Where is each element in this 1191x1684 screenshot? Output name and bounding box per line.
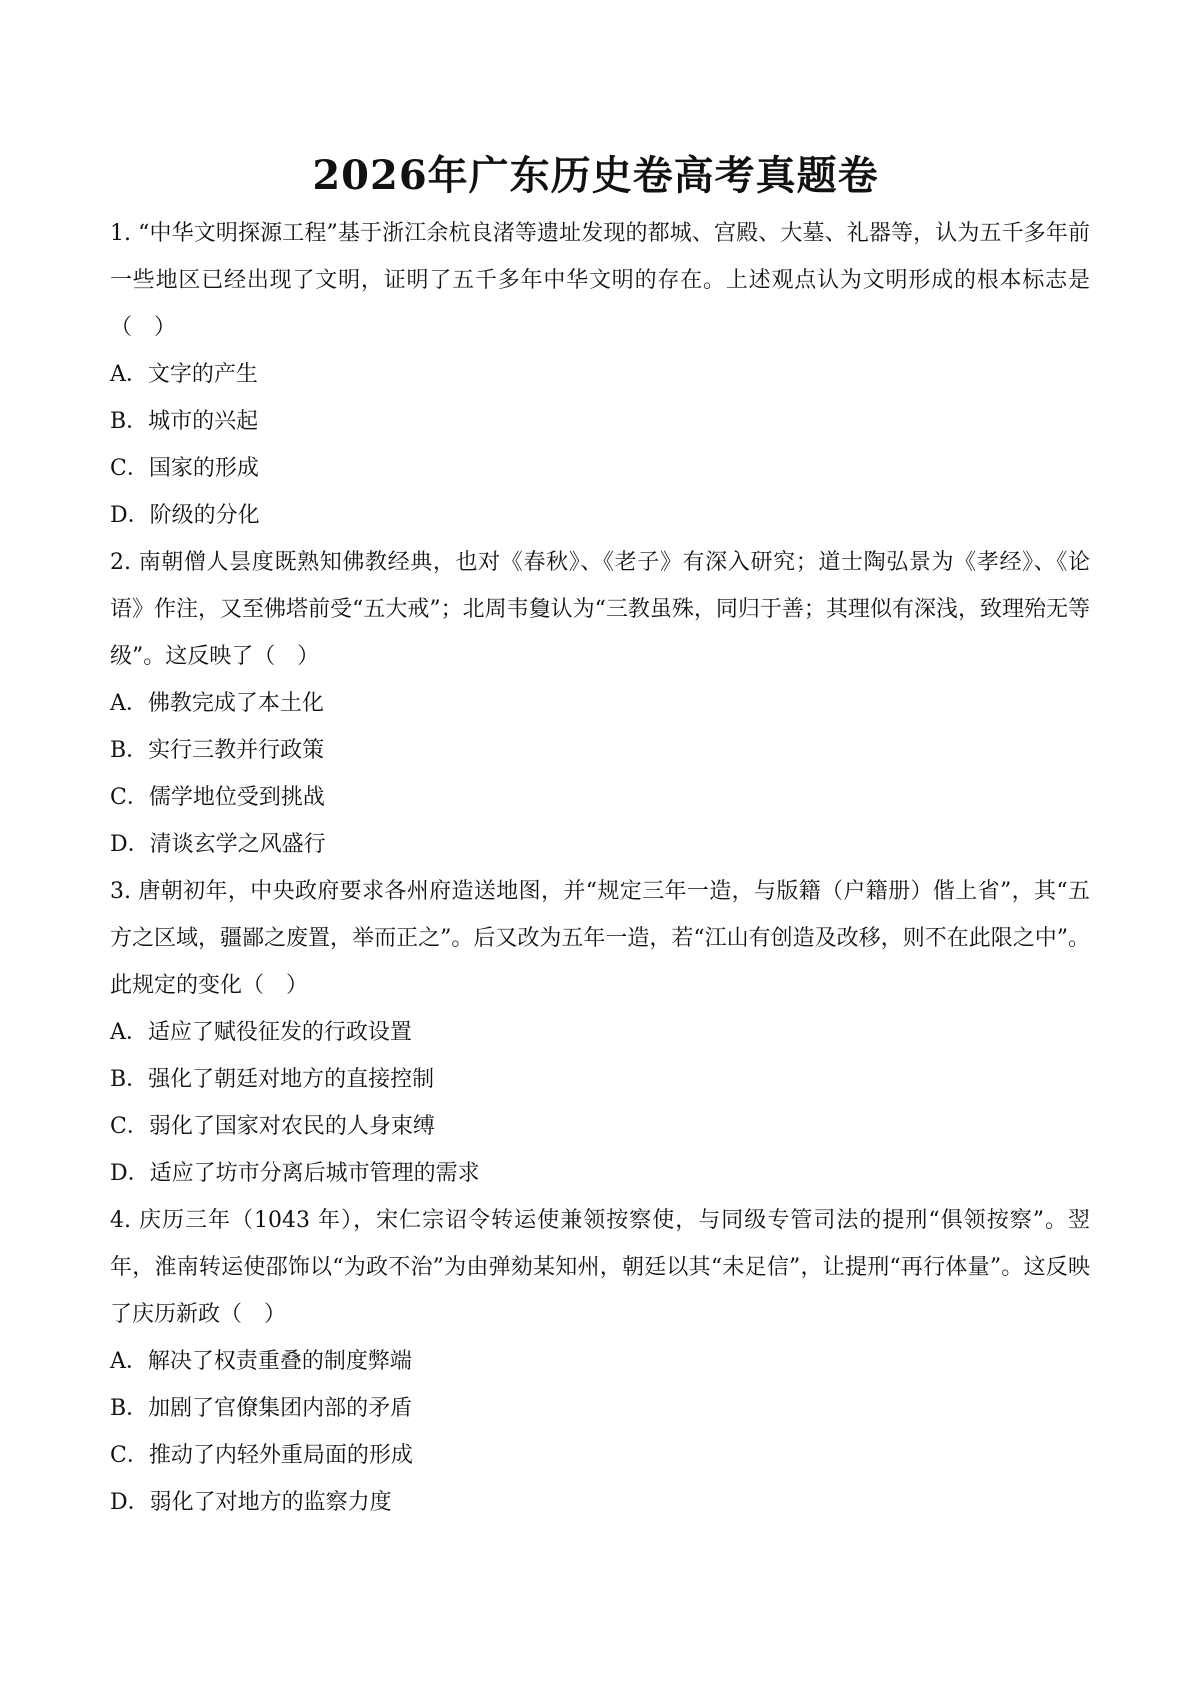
option-b: B．加剧了官僚集团内部的矛盾 <box>110 1396 413 1421</box>
option-d: D．弱化了对地方的监察力度 <box>110 1490 392 1515</box>
question-stem: 3. 唐朝初年，中央政府要求各州府造送地图，并“规定三年一造，与版籍（户籍册）偕上省”，其“五方之区域，疆鄙之废置，举而正之”。后又改为五年一造，若“江山有创造及改移，则不在此限之中”。此规定的变化（ ） <box>110 879 1090 998</box>
question-stem: 4. 庆历三年（1043 年），宋仁宗诏令转运使兼领按察使，与同级专管司法的提刑“俱领按察”。翌年，淮南转运使邵饰以“为政不治”为由弹劾某知州，朝廷以其“未足信”，让提刑“再行体量”。这反映了庆历新政（ ） <box>110 1208 1090 1327</box>
option-d: D．阶级的分化 <box>110 503 260 528</box>
option-b: B．实行三教并行政策 <box>110 738 325 763</box>
option-c: C．国家的形成 <box>110 456 259 481</box>
option-a: A．佛教完成了本土化 <box>110 691 324 716</box>
option-c: C．推动了内轻外重局面的形成 <box>110 1443 413 1468</box>
option-b: B．城市的兴起 <box>110 409 259 434</box>
question-1 <box>110 210 1090 539</box>
question-4 <box>110 1197 1090 1526</box>
option-c: C．弱化了国家对农民的人身束缚 <box>110 1114 435 1139</box>
question-2 <box>110 539 1090 868</box>
option-a: A．适应了赋役征发的行政设置 <box>110 1020 412 1045</box>
option-d: D．适应了坊市分离后城市管理的需求 <box>110 1161 480 1186</box>
option-b: B．强化了朝廷对地方的直接控制 <box>110 1067 435 1092</box>
page-title: 2026年广东历史卷高考真题卷 <box>312 152 879 199</box>
option-d: D．清谈玄学之风盛行 <box>110 832 326 857</box>
question-3 <box>110 868 1090 1197</box>
question-list <box>110 210 1090 1526</box>
question-stem: 2. 南朝僧人昙度既熟知佛教经典，也对《春秋》、《老子》有深入研究；道士陶弘景为《孝经》、《论语》作注，又至佛塔前受“五大戒”；北周韦敻认为“三教虽殊，同归于善；其理似有深浅，致理殆无等级”。这反映了（ ） <box>110 550 1090 669</box>
option-a: A．解决了权责重叠的制度弊端 <box>110 1349 412 1374</box>
option-c: C．儒学地位受到挑战 <box>110 785 325 810</box>
question-stem: 1. “中华文明探源工程”基于浙江余杭良渚等遗址发现的都城、宫殿、大墓、礼器等，认为五千多年前一些地区已经出现了文明，证明了五千多年中华文明的存在。上述观点认为文明形成的根本标志是（ ） <box>110 221 1090 340</box>
option-a: A．文字的产生 <box>110 362 258 387</box>
